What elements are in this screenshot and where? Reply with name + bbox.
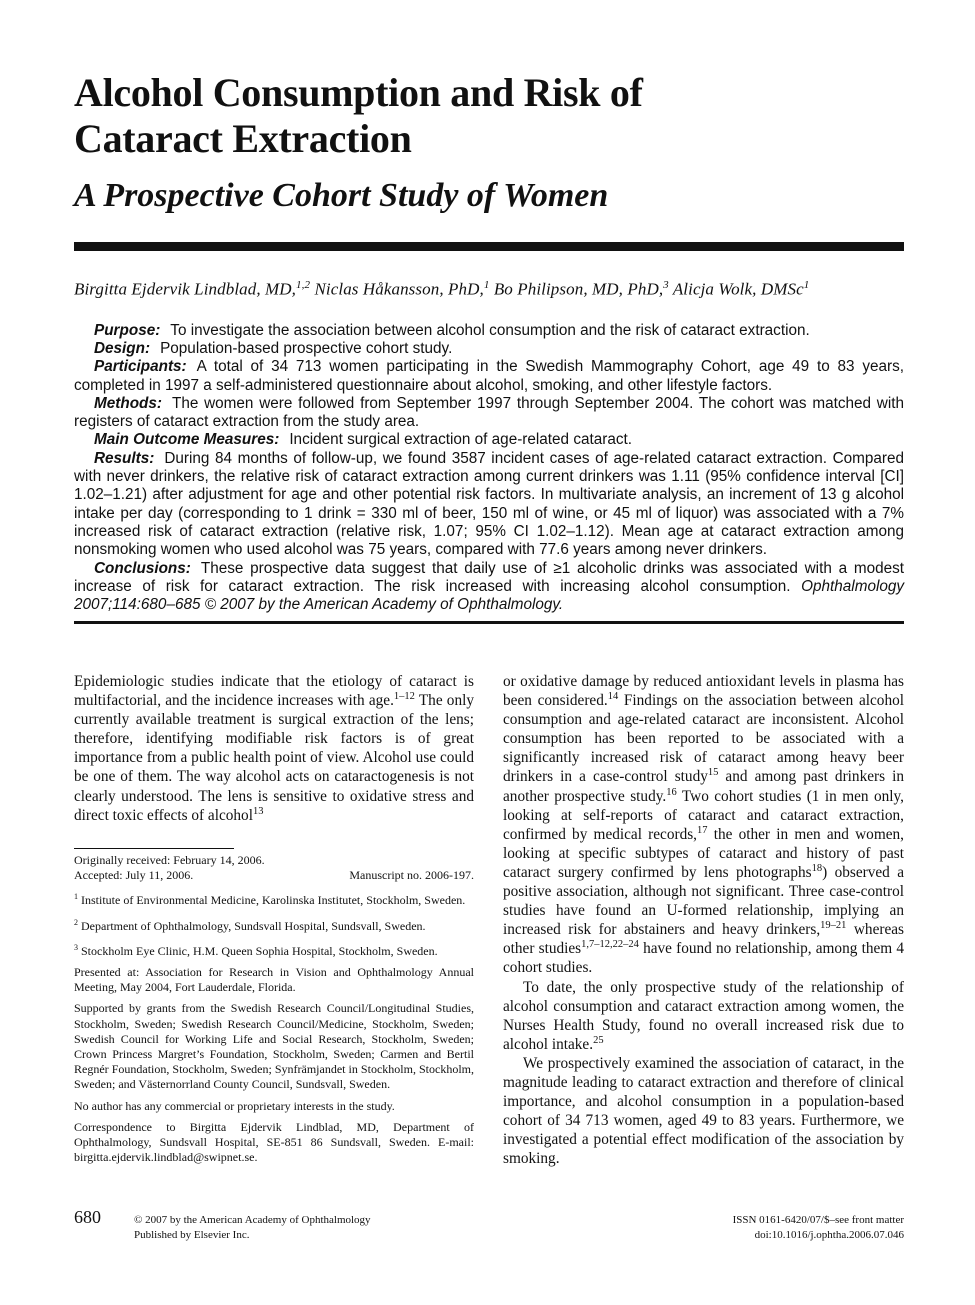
body-paragraph	[74, 672, 474, 825]
abstract-participants	[74, 358, 904, 395]
accepted-row	[74, 868, 474, 883]
footer-identifiers	[733, 1213, 904, 1243]
article-subtitle: A Prospective Cohort Study of Women	[74, 177, 609, 214]
abstract-label: Conclusions:	[94, 559, 191, 577]
reference-link[interactable]: 1–12	[393, 691, 415, 702]
abstract-text: These prospective data suggest that daily use of ≥1 alcoholic drinks was associated with a modest increase of risk for cataract extraction. The risk increased with increasing alcohol consumption.	[74, 559, 904, 595]
body-text: Two cohort studies (1 in men only, looking at self-reports of cataract and cataract extraction, confirmed by medical records,	[503, 787, 904, 843]
abstract-text: The women were followed from September 1997 through September 2004. The cohort was matched with registers of cataract extraction from the study area.	[74, 394, 904, 431]
title-rule	[74, 242, 904, 251]
abstract-results	[74, 450, 904, 560]
body-text: ) observed a positive association, although not significant. Three case-control studies have found an U-formed relationship, implying an increased risk for abstainers and heavy drinkers,	[503, 863, 904, 939]
publisher-text: Published by Elsevier Inc.	[134, 1229, 250, 1241]
affiliation-text: Institute of Environmental Medicine, Karolinska Institutet, Stockholm, Sweden.	[81, 893, 466, 908]
author-name: Birgitta Ejdervik Lindblad, MD,	[74, 279, 297, 299]
affiliation-number: 3	[74, 942, 78, 952]
reference-link[interactable]: 15	[707, 767, 719, 779]
body-right-column	[503, 672, 904, 1168]
presented-note: Presented at: Association for Research in Vision and Ophthalmology Annual Meeting, May 2004, Fort Lauderdale, Florida.	[74, 965, 474, 995]
affiliation-text: Stockholm Eye Clinic, H.M. Queen Sophia Hospital, Stockholm, Sweden.	[81, 943, 438, 958]
abstract-text: To investigate the association between alcohol consumption and the risk of cataract extraction.	[170, 321, 810, 339]
abstract-outcome	[74, 431, 904, 449]
author-affiliation: 1,2	[296, 279, 311, 291]
article-title: Alcohol Consumption and Risk of Cataract Extraction	[74, 70, 643, 161]
page-number: 680	[74, 1207, 101, 1227]
affiliation	[74, 889, 474, 908]
reference-link[interactable]: 17	[697, 824, 708, 836]
abstract-label: Methods:	[94, 394, 162, 412]
reference-link[interactable]: 18	[811, 862, 823, 874]
page-footer	[74, 1207, 904, 1250]
affiliation-number: 2	[74, 917, 78, 927]
abstract-rule	[74, 621, 904, 624]
abstract-text: During 84 months of follow-up, we found 3587 incident cases of age-related cataract extraction. Compared with never drinkers, the relative risk of cataract extraction among current drinkers was 1.11 (95% confidence interval [CI] 1.02–1.21) after adjustment for age and other potential risk factors. In multivariate analysis, an increment of 13 g alcohol intake per day (corresponding to 1 drink = 330 ml of beer, 150 ml of wine, or 45 ml of liquor) was associated with a 7% increased risk of cataract extraction (relative risk, 1.07; 95% CI 1.02–1.12). Mean age at cataract extraction among nonsmoking women who used alcohol was 75 years, compared with 77.6 years among never drinkers.	[74, 449, 904, 559]
author-affiliation: 3	[663, 279, 669, 291]
article-notes	[74, 848, 474, 1171]
reference-link[interactable]: 16	[666, 786, 677, 798]
affiliation	[74, 915, 474, 934]
author-name: Bo Philipson, MD, PhD,	[493, 279, 664, 299]
author-affiliation: 1	[483, 279, 490, 291]
affiliation	[74, 940, 474, 959]
abstract-purpose	[74, 322, 904, 340]
abstract-design	[74, 340, 904, 358]
body-text: have found no relationship, among them 4 cohort studies.	[503, 940, 905, 977]
body-text: and among past drinkers in another prospective study.	[503, 768, 904, 805]
body-paragraph	[503, 978, 904, 1054]
accepted-date: Accepted: July 11, 2006.	[74, 868, 194, 883]
abstract-label: Purpose:	[94, 321, 161, 339]
reference-link[interactable]: 14	[607, 691, 619, 702]
body-paragraph: We prospectively examined the association of cataract, in the magnitude leading to cataract extraction and therefore of clinical importance, and alcohol consumption in a population-based cohort of 34 713 women, aged 49 to 83 years. Furthermore, we investigated a potential effect modification of the association by smoking.	[503, 1054, 904, 1168]
body-paragraph	[503, 672, 904, 978]
body-text: the other in men and women, looking at specific subtypes of cataract and history of past cataract surgery confirmed by lens photographs	[503, 825, 904, 881]
body-text: The only currently available treatment is surgical extraction of the lens; therefore, identifying modifiable risk factors is of great importance from a public health point of view. Alcohol use could be one of them. The way alcohol acts on cataractogenesis is not clearly understood. The lens is sensitive to oxidative stress and direct toxic effects of alcohol	[74, 692, 474, 824]
abstract-label: Main Outcome Measures:	[94, 431, 280, 449]
reference-link[interactable]: 13	[252, 805, 264, 817]
body-text: To date, the only prospective study of the relationship of alcohol consumption and cataract extraction among women, the Nurses Health Study, found no overall increased risk due to alcohol intake.	[503, 978, 904, 1053]
reference-link[interactable]: 25	[593, 1034, 604, 1046]
abstract-conclusions	[74, 560, 904, 615]
body-left-column	[74, 672, 474, 825]
abstract-text: A total of 34 713 women participating in the Swedish Mammography Cohort, age 49 to 83 years, completed in 1997 a self-administered questionnaire about alcohol, smoking, and other lifestyle factors.	[74, 358, 904, 394]
abstract-methods	[74, 395, 904, 432]
author-name: Niclas Håkansson, PhD,	[314, 279, 484, 299]
notes-rule	[74, 848, 234, 849]
body-text: Findings on the association between alcohol consumption and age-related cataract are inconsistent. Alcohol consumption has been reported to be associated with a significantly increased risk of cataract among heavy beer drinkers in a case-control study	[503, 692, 904, 786]
reference-link[interactable]: 1,7–12,22–24	[581, 939, 639, 951]
copyright-text: © 2007 by the American Academy of Ophthalmology	[134, 1214, 371, 1226]
author-affiliation: 1	[803, 279, 810, 291]
issn-text: ISSN 0161-6420/07/$–see front matter	[732, 1214, 904, 1226]
abstract	[74, 322, 904, 615]
body-text: or oxidative damage by reduced antioxidant levels in plasma has been considered.	[503, 673, 904, 710]
interest-note: No author has any commercial or proprietary interests in the study.	[74, 1098, 395, 1113]
funding-note: Supported by grants from the Swedish Research Council/Longitudinal Studies, Stockholm, Sweden; Swedish Research Council/Medicine, Stockholm, Sweden; Swedish Council for Working Life and Social Research, Stockholm, Sweden; Crown Princess Margret’s Foundation, Stockholm, Sweden; Carmen and Bertil Regnér Foundation, Stockholm, Sweden; Synfrämjandet in Stockholm, Stockholm, Sweden; and Västernorrland County Council, Sundsvall, Sweden.	[74, 1001, 474, 1092]
body-text: Epidemiologic studies indicate that the etiology of cataract is multifactorial, and the incidence increases with age.	[74, 673, 474, 710]
doi-link[interactable]: doi:10.1016/j.ophtha.2006.07.046	[754, 1229, 904, 1241]
affiliation-text: Department of Ophthalmology, Sundsvall Hospital, Sundsvall, Sweden.	[81, 918, 426, 933]
abstract-label: Participants:	[94, 358, 187, 376]
author-name: Alicja Wolk, DMSc	[672, 279, 804, 299]
reference-link[interactable]: 19–21	[820, 920, 847, 932]
abstract-label: Results:	[94, 449, 155, 467]
received-date: Originally received: February 14, 2006.	[74, 853, 265, 867]
abstract-text: Incident surgical extraction of age-related cataract.	[289, 431, 632, 449]
footer-copyright	[134, 1213, 371, 1243]
article-header	[74, 70, 904, 624]
abstract-label: Design:	[94, 339, 151, 357]
affiliation-number: 1	[74, 892, 78, 902]
body-text: whereas other studies	[503, 921, 904, 958]
author-list	[74, 279, 904, 300]
journal-citation: Ophthalmology 2007;114:680–685 © 2007 by the American Academy of Ophthalmology.	[74, 577, 905, 614]
abstract-text: Population-based prospective cohort study.	[160, 339, 453, 357]
manuscript-number: Manuscript no. 2006-197.	[349, 868, 474, 883]
correspondence-note: Correspondence to Birgitta Ejdervik Lindblad, MD, Department of Ophthalmology, Sundsvall Hospital, SE-851 86 Sundsvall, Sweden. E-mail: birgitta.ejdervik.lindblad@swipnet.se.	[74, 1119, 474, 1165]
